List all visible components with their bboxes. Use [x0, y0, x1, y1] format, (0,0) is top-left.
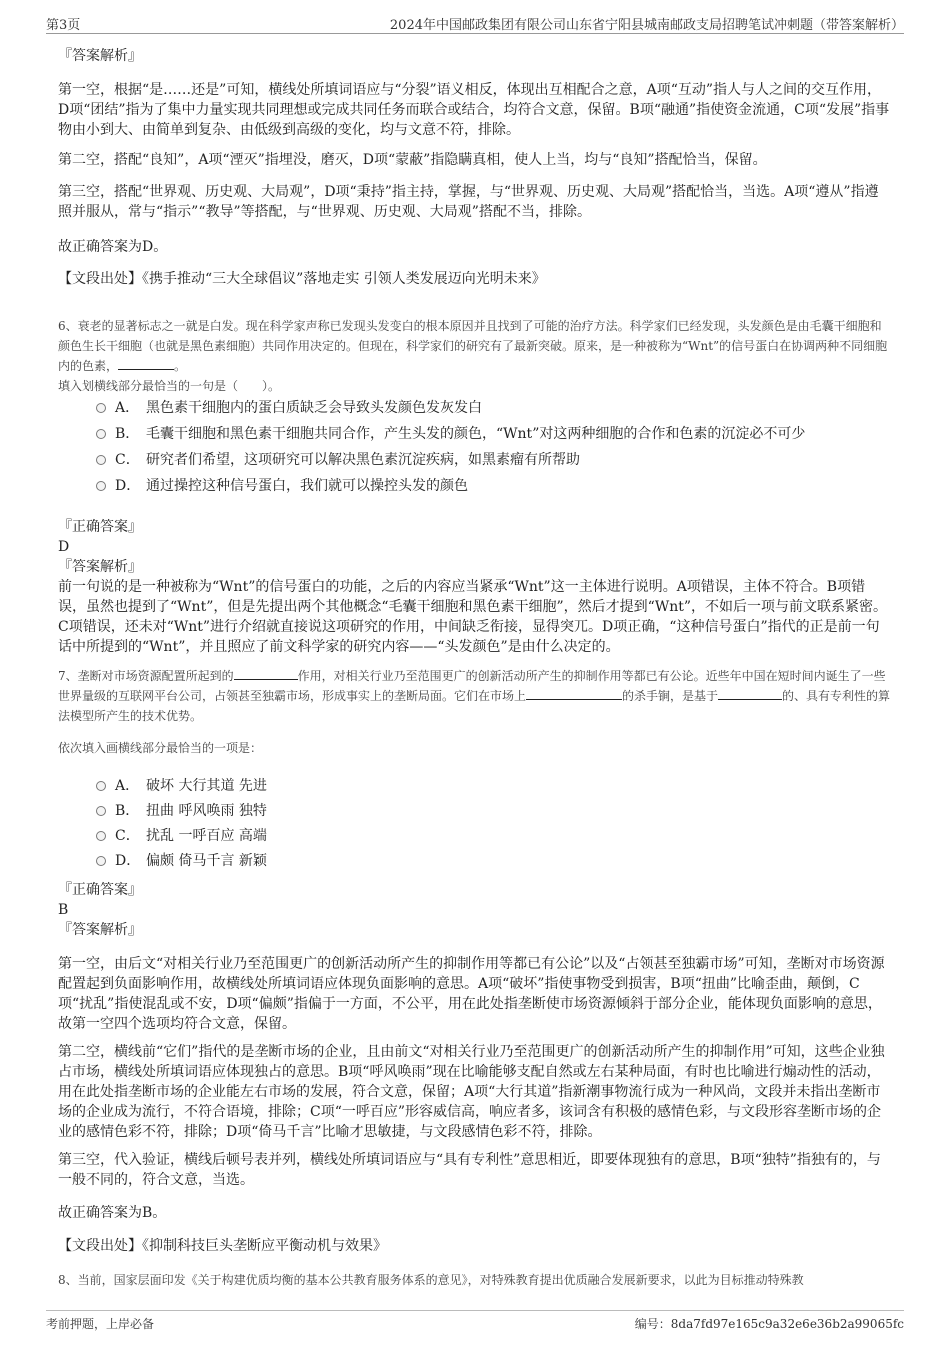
- q7-option-a[interactable]: A． 破坏 大行其道 先进: [96, 776, 896, 798]
- radio-icon[interactable]: [96, 781, 106, 791]
- q6-option-b[interactable]: B． 毛囊干细胞和黑色素干细胞共同合作，产生头发的颜色，“Wnt”对这两种细胞的合作和色素的沉淀必不可少: [96, 424, 896, 446]
- q7-blank-1: [234, 666, 298, 680]
- q6-option-a[interactable]: A． 黑色素干细胞内的蛋白质缺乏会导致头发颜色发灰发白: [96, 398, 896, 420]
- q5-analysis-p3: 第三空，搭配“世界观、历史观、大局观”，D项“秉持”指主持，掌握，与“世界观、历史观、大局观”搭配恰当，当选。A项“遵从”指遵照并服从，常与“指示”“教导”等搭配，与“世界观、历史观、大局观”搭配不当，排除。: [58, 184, 879, 220]
- q7-blank-3: [718, 686, 782, 700]
- q7-blank-2: [526, 686, 622, 700]
- page-footer: [46, 1310, 904, 1332]
- q7-instruction: 依次填入画横线部分最恰当的一项是：: [58, 741, 263, 755]
- radio-icon[interactable]: [96, 481, 106, 491]
- q7-analysis-p3: 第三空，代入验证，横线后顿号表并列，横线处所填词语应与“具有专利性”意思相近，即要体现独有的意思，B项“独特”指独有的，与一般不同的，符合文意，当选。: [58, 1152, 881, 1188]
- q7-answer-label: 『正确答案』: [58, 882, 142, 898]
- radio-icon[interactable]: [96, 856, 106, 866]
- q6-stem-text: 6、衰老的显著标志之一就是白发。现在科学家声称已发现头发变白的根本原因并且找到了可能的治疗方法。科学家们已经发现，头发颜色是由毛囊干细胞和颜色生长干细胞（也就是黑色素细胞）共同作用决定的。但现在，科学家们的研究有了最新突破。原来，是一种被称为“Wnt”的信号蛋白在协调两种不同细胞内的色素，: [58, 319, 888, 373]
- q5-source: 【文段出处】《携手推动“三大全球倡议”落地走实 引领人类发展迈向光明未来》: [58, 271, 546, 287]
- radio-icon[interactable]: [96, 403, 106, 413]
- page-number: 第3页: [46, 18, 81, 33]
- q6-instruction: 填入划横线部分最恰当的一句是（ ）。: [58, 379, 281, 393]
- radio-icon[interactable]: [96, 831, 106, 841]
- q6-stem: [58, 316, 892, 376]
- q6-option-c[interactable]: C． 研究者们希望，这项研究可以解决黑色素沉淀疾病，如黑素瘤有所帮助: [96, 450, 896, 472]
- q6-option-d[interactable]: D． 通过操控这种信号蛋白，我们就可以操控头发的颜色: [96, 476, 896, 498]
- q6-analysis-label: 『答案解析』: [58, 559, 142, 575]
- q5-analysis-label: 『答案解析』: [58, 48, 142, 64]
- q7-analysis-p1: 第一空，由后文“对相关行业乃至范围更广的创新活动所产生的抑制作用等都已有公论”以及“占领甚至独霸市场”可知，垄断对市场资源配置起到负面影响作用，故横线处所填词语应体现负面影响的意思。A项“破坏”指使事物受到损害，B项“扭曲”比喻歪曲，颠倒，C项“扰乱”指使混乱或不安，D项“偏颇”指偏于一方面，不公平，用在此处指垄断使市场资源倾斜于部分企业，能体现负面影响的意思，故第一空四个选项均符合文意，保留。: [58, 956, 885, 1032]
- radio-icon[interactable]: [96, 429, 106, 439]
- q6-analysis: 前一句说的是一种被称为“Wnt”的信号蛋白的功能，之后的内容应当紧承“Wnt”这一主体进行说明。A项错误，主体不符合。B项错误，虽然也提到了“Wnt”，但是先提出两个其他概念“毛囊干细胞和黑色素干细胞”，然后才提到“Wnt”，不如后一项与前文联系紧密。C项错误，还未对“Wnt”进行介绍就直接说这项研究的作用，中间缺乏衔接，显得突兀。D项正确，“这种信号蛋白”指代的正是前一句话中所提到的“Wnt”，并且照应了前文科学家的研究内容——“头发颜色”是由什么决定的。: [58, 579, 888, 655]
- q7-analysis-label: 『答案解析』: [58, 922, 142, 938]
- q7-source: 【文段出处】《抑制科技巨头垄断应平衡动机与效果》: [58, 1238, 387, 1254]
- q8-stem: 8、当前，国家层面印发《关于构建优质均衡的基本公共教育服务体系的意见》，对特殊教育提出优质融合发展新要求，以此为目标推动特殊教: [58, 1273, 804, 1287]
- q7-option-b[interactable]: B． 扭曲 呼风唤雨 独特: [96, 801, 896, 823]
- radio-icon[interactable]: [96, 455, 106, 465]
- page-header: [46, 14, 904, 34]
- q7-analysis-p2: 第二空，横线前“它们”指代的是垄断市场的企业，且由前文“对相关行业乃至范围更广的创新活动所产生的抑制作用”可知，这些企业独占市场，横线处所填词语应体现独占的意思。B项“呼风唤雨”现在比喻能够支配自然或左右某种局面，有时也比喻进行煽动性的活动，用在此处指垄断市场的企业能左右市场的发展，符合文意，保留；A项“大行其道”指新潮事物流行成为一种风尚，文段并未指出垄断市场的企业成为流行，不符合语境，排除；C项“一呼百应”形容威信高，响应者多，该词含有积极的感情色彩，与文段形容垄断市场的企业的感情色彩不符，排除；D项“倚马千言”比喻才思敏捷，与文段感情色彩不符，排除。: [58, 1044, 885, 1140]
- q6-answer-label: 『正确答案』: [58, 519, 142, 535]
- q5-analysis-p1: 第一空，根据“是……还是”可知，横线处所填词语应与“分裂”语义相反，体现出互相配合之意，A项“互动”指人与人之间的交互作用，D项“团结”指为了集中力量实现共同理想或完成共同任务而联合或结合，均符合文意，保留。B项“融通”指使资金流通，C项“发展”指事物由小到大、由简单到复杂、由低级到高级的变化，均与文意不符，排除。: [58, 82, 890, 138]
- footer-slogan: 考前押题，上岸必备: [46, 1317, 155, 1331]
- q5-conclusion: 故正确答案为D。: [58, 239, 168, 255]
- q5-analysis-p2: 第二空，搭配“良知”，A项“湮灭”指埋没，磨灭，D项“蒙蔽”指隐瞒真相，使人上当，均与“良知”搭配恰当，保留。: [58, 152, 767, 168]
- q7-option-d[interactable]: D． 偏颇 倚马千言 新颖: [96, 851, 896, 873]
- q7-answer: B: [58, 902, 69, 918]
- q6-answer: D: [58, 539, 70, 555]
- q7-conclusion: 故正确答案为B。: [58, 1205, 167, 1221]
- q6-blank: [118, 356, 174, 370]
- radio-icon[interactable]: [96, 806, 106, 816]
- document-title: 2024年中国邮政集团有限公司山东省宁阳县城南邮政支局招聘笔试冲刺题（带答案解析）: [389, 18, 904, 33]
- q7-option-c[interactable]: C． 扰乱 一呼百应 高端: [96, 826, 896, 848]
- q7-stem: 7、垄断对市场资源配置所起到的 作用，对相关行业乃至范围更广的创新活动所产生的抑制作用等都已有公论。近些年中国在短时间内诞生了一些世界量级的互联网平台公司，占领甚至独霸市场，形成事实上的垄断局面。它们在市场上 的杀手锏，是基于 的、具有专利性的算法模型所产生的技术优势。: [58, 666, 892, 726]
- footer-serial: 编号：8da7fd97e165c9a32e6e36b2a99065fc: [634, 1317, 904, 1331]
- q6-stem-end: 。: [174, 359, 187, 373]
